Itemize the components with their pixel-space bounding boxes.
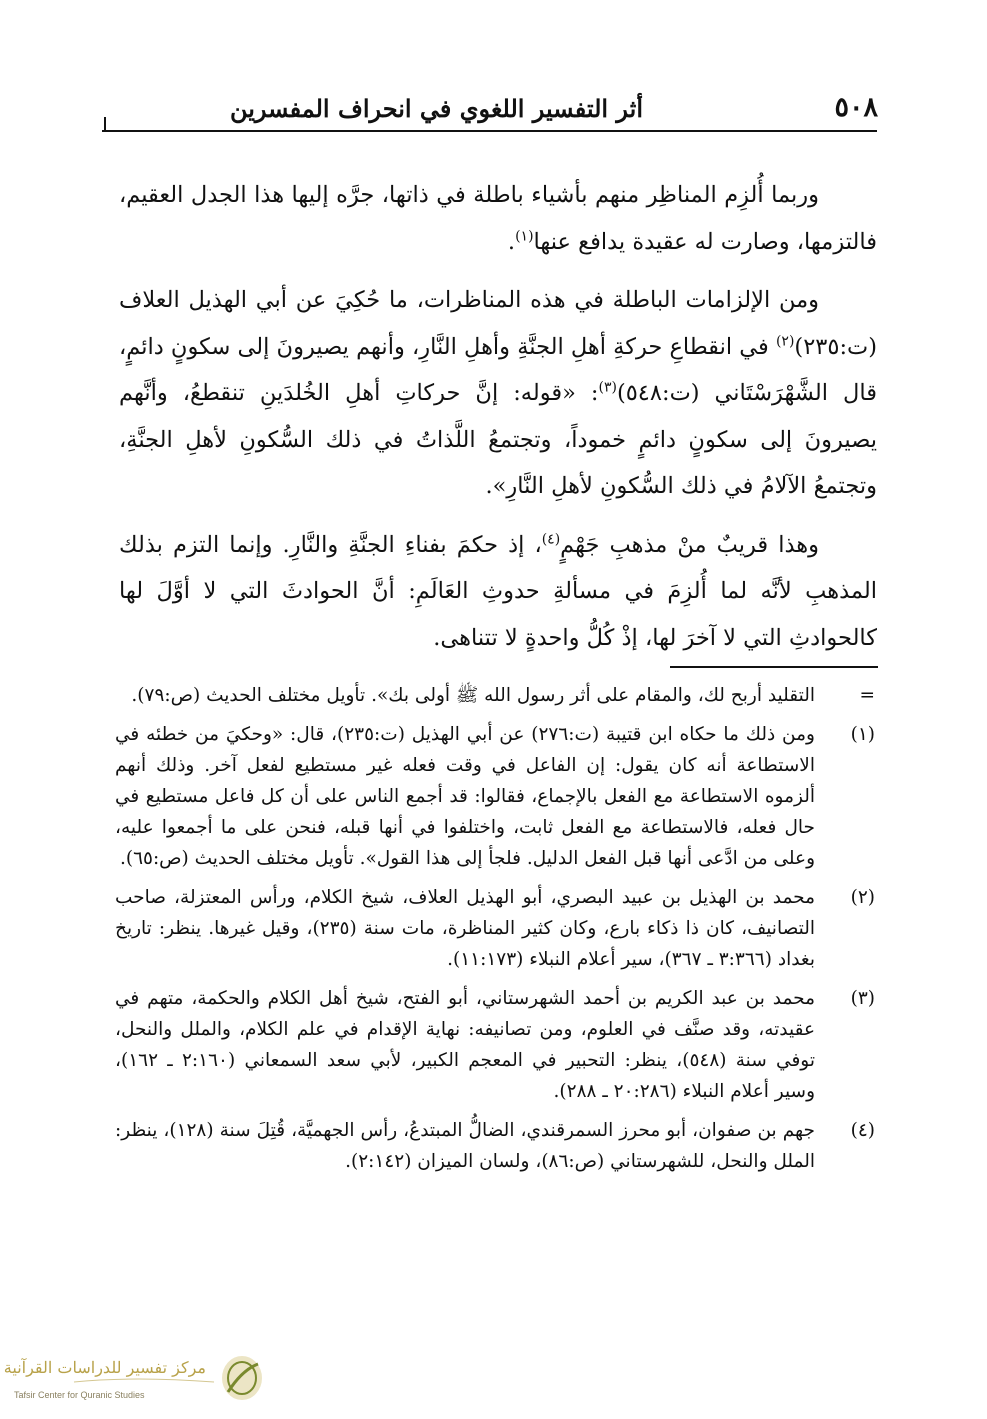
footnote-ref-2: (٢) (775, 333, 795, 349)
running-title: أثر التفسير اللغوي في انحراف المفسرين (229, 94, 643, 123)
footnote-text: محمد بن عبد الكريم بن أحمد الشهرستاني، أبو الفتح، شيخ أهل الكلام والحكمة، متهم في عقيدته، وقد صنَّف في العلوم، ومن تصانيفه: نهاية الإقدام في علم الكلام، والملل والنحل، توفي سنة (٥٤٨)، ينظر: التحبير في المعجم الكبير، لأبي سعد السمعاني (٢:١٦٠ ـ ١٦٢)، وسير أعلام النبلاء (٢٠:٢٨٦ ـ ٢٨٨). (115, 988, 815, 1102)
footnote-separator (670, 666, 878, 668)
paragraph-1-end: . (507, 228, 516, 255)
footnote-ref-1: (١) (515, 228, 534, 244)
footnote-text: التقليد أربح لك، والمقام على أثر رسول الله ﷺ أولى بك». تأويل مختلف الحديث (ص:٧٩). (131, 685, 815, 706)
footnote-ref-4: (٤) (541, 531, 561, 547)
logo-latin-text: Tafsir Center for Quranic Studies (14, 1390, 145, 1400)
main-text (119, 172, 877, 673)
paragraph-3-text-b: ، إذ حكمَ بفناءِ الجنَّةِ والنَّارِ. وإنما التزم بذلك المذهبِ لأنَّه لما أُلزِمَ في مسألةِ حدوثِ العَالَمِ: أنَّ الحوادثَ التي لا أوَّلَ لها كالحوادثِ التي لا آخرَ لها، إذْ كُلُّ واحدةٍ لا تتناهى. (119, 531, 877, 651)
footnote-continuation (115, 680, 875, 711)
footnotes (115, 680, 875, 1185)
footnote-text: محمد بن الهذيل بن عبيد البصري، أبو الهذيل العلاف، شيخ الكلام، ورأس المعتزلة، صاحب التصانيف، كان ذا ذكاء بارع، وكان كثير المناظرة، مات سنة (٢٣٥)، وقيل غيرها. ينظر: تاريخ بغداد (٣:٣٦٦ ـ ٣٦٧)، سير أعلام النبلاء (١١:١٧٣). (115, 887, 815, 970)
footnote-marker: = (859, 685, 875, 706)
paragraph-2 (119, 277, 877, 510)
footnote-1 (115, 719, 875, 874)
page-number: ٥٠٨ (834, 92, 878, 123)
header-tick-mark (104, 117, 106, 130)
paragraph-3 (119, 522, 877, 662)
footnote-4 (115, 1115, 875, 1177)
paragraph-2-quote: : «قوله: إنَّ حركاتِ أهلِ الخُلدَينِ تنقطعُ، وأنَّهم يصيرونَ إلى سكونٍ دائمٍ خموداً، وتجتمعُ اللَّذاتُ في ذلك السُّكونِ لأهلِ الجنَّةِ، وتجتمعُ الآلامُ في ذلك السُّكونِ لأهلِ النَّارِ». (119, 380, 877, 499)
paragraph-3-text-a: وهذا قريبٌ منْ مذهبِ جَهْمٍ (560, 531, 819, 558)
logo-arabic-text: مركز تفسير للدراسات القرآنية (3, 1358, 206, 1377)
footnote-marker: (٣) (850, 988, 875, 1009)
footnote-ref-3: (٣) (598, 379, 617, 396)
footnote-text: ومن ذلك ما حكاه ابن قتيبة (ت:٢٧٦) عن أبي الهذيل (ت:٢٣٥)، قال: «وحكيَ من خطئه في الاستطاعة أنه كان يقول: إن الفاعل في وقت فعله غير مستطيع لفعل آخر. وذلك أنهم ألزموه الاستطاعة مع الفعل بالإجماع، فقالوا: قد أجمع الناس على أن كل فاعل مستطيع في حال فعله، فالاستطاعة مع الفعل ثابت، واختلفوا في أنها قبله، فنحن على ما أجمعوا عليه، وعلى من ادَّعى أنها قبل الفعل الدليل. فلجأ إلى هذا القول». تأويل مختلف الحديث (ص:٦٥). (115, 724, 815, 869)
footnote-text: جهم بن صفوان، أبو محرز السمرقندي، الضالُّ المبتدعُ، رأس الجهميَّة، قُتِلَ سنة (١٢٨)، ينظر: الملل والنحل، للشهرستاني (ص:٨٦)، ولسان الميزان (٢:١٤٢). (115, 1120, 815, 1172)
header-rule (102, 130, 877, 132)
footnote-marker: (١) (850, 724, 875, 745)
page-header (98, 92, 878, 132)
footnote-3 (115, 983, 875, 1107)
footnote-marker: (٤) (850, 1120, 875, 1141)
tafsir-center-logo (3, 1352, 264, 1410)
footnote-marker: (٢) (850, 887, 875, 908)
paragraph-1 (119, 172, 877, 265)
paragraph-2-text-a: ومن الإلزامات الباطلة في هذه المناظرات، ما حُكِيَ عن أبي الهذيل العلاف (ت:٢٣٥) (119, 287, 877, 360)
paragraph-1-text: وربما أُلزِم المناظِر منهم بأشياء باطلة في ذاتها، جرَّه إليها هذا الجدل العقيم، فالتزمها، وصارت له عقيدة يدافع عنها (119, 182, 877, 255)
footnote-2 (115, 882, 875, 975)
paragraph-2-text-b: في انقطاعِ حركةِ أهلِ الجنَّةِ وأهلِ النَّارِ، وأنهم يصيرونَ إلى سكونٍ دائمٍ، قال الشَّهْرَسْتَاني (ت:٥٤٨) (119, 333, 877, 406)
